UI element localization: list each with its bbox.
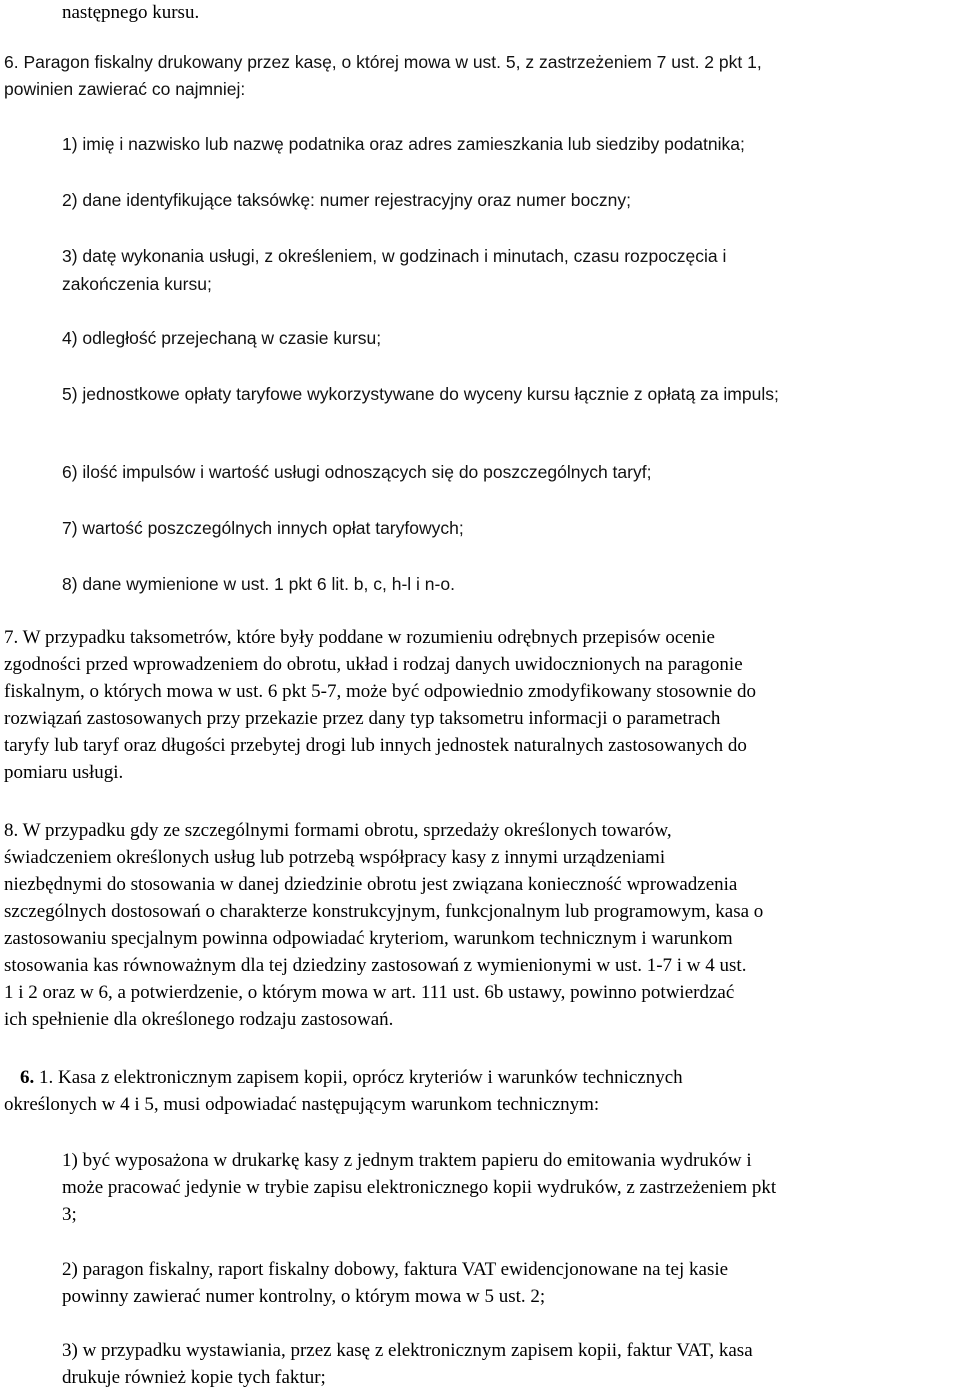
text-line: może pracować jedynie w trybie zapisu elektronicznego kopii wydruków, z zastrzeżeniem pkt	[62, 1177, 777, 1198]
text-line: zakończenia kursu;	[62, 274, 212, 294]
list-item	[62, 1256, 728, 1310]
text-line: 1 i 2 oraz w 6, a potwierdzenie, o którym mowa w art. 111 ust. 6b ustawy, powinno potwierdzać	[4, 982, 735, 1003]
text-line: 1) imię i nazwisko lub nazwę podatnika oraz adres zamieszkania lub siedziby podatnika;	[62, 134, 745, 154]
text-line: 6) ilość impulsów i wartość usługi odnoszących się do poszczególnych taryf;	[62, 462, 652, 482]
text-line: niezbędnymi do stosowania w danej dziedzinie obrotu jest związana konieczność wprowadzenia	[4, 874, 738, 895]
list-item	[62, 1147, 776, 1228]
text-line: pomiaru usługi.	[4, 762, 124, 783]
paragraph-6	[4, 49, 762, 103]
continuation-line	[62, 0, 199, 26]
text-line: zgodności przed wprowadzeniem do obrotu, układ i rodzaj danych uwidocznionych na paragonie	[4, 654, 743, 675]
section-6-paragraph	[4, 1064, 683, 1118]
text-line: 4) odległość przejechaną w czasie kursu;	[62, 328, 382, 348]
list-item	[62, 571, 455, 598]
text-line: drukuje również kopie tych faktur;	[62, 1367, 326, 1388]
text-line: 3;	[62, 1204, 77, 1225]
text-line: określonych w 4 i 5, musi odpowiadać następującym warunkom technicznym:	[4, 1094, 600, 1115]
text-line: rozwiązań zastosowanych przy przekazie przez dany typ taksometru informacji o parametrach	[4, 708, 721, 729]
text-line: powinien zawierać co najmniej:	[4, 79, 246, 99]
text-line: świadczeniem określonych usług lub potrzebą współpracy kasy z innymi urządzeniami	[4, 847, 666, 868]
text-line: 2) paragon fiskalny, raport fiskalny dobowy, faktura VAT ewidencjonowane na tej kasie	[62, 1259, 729, 1280]
paragraph-8	[4, 817, 763, 1033]
text-line: 3) datę wykonania usługi, z określeniem, w godzinach i minutach, czasu rozpoczęcia i	[62, 246, 727, 266]
list-item	[62, 1337, 753, 1391]
text-line: 7. W przypadku taksometrów, które były poddane w rozumieniu odrębnych przepisów ocenie	[4, 627, 715, 648]
text-line: 1) być wyposażona w drukarkę kasy z jednym traktem papieru do emitowania wydruków i	[62, 1150, 752, 1171]
text-line: zastosowaniu specjalnym powinna odpowiadać kryteriom, warunkom technicznym i warunkom	[4, 928, 733, 949]
text-line: 3) w przypadku wystawiania, przez kasę z elektronicznym zapisem kopii, faktur VAT, kasa	[62, 1340, 753, 1361]
list-item	[62, 381, 779, 408]
text-line: powinny zawierać numer kontrolny, o którym mowa w 5 ust. 2;	[62, 1286, 546, 1307]
text-line: 7) wartość poszczególnych innych opłat taryfowych;	[62, 518, 464, 538]
list-item	[62, 515, 464, 542]
section-number: 6.	[20, 1067, 35, 1088]
text-line: ich spełnienie dla określonego rodzaju zastosowań.	[4, 1009, 394, 1030]
text-line: stosowania kas równoważnym dla tej dziedziny zastosowań z wymienionymi w ust. 1-7 i w 4 ust.	[4, 955, 747, 976]
section-text: 1. Kasa z elektronicznym zapisem kopii, oprócz kryteriów i warunków technicznych	[34, 1067, 683, 1088]
text-line: 5) jednostkowe opłaty taryfowe wykorzystywane do wyceny kursu łącznie z opłatą za impuls;	[62, 384, 779, 404]
list-item	[62, 325, 381, 352]
text-line	[4, 1064, 683, 1091]
list-item	[62, 242, 726, 298]
list-item	[62, 131, 745, 158]
text-line: 6. Paragon fiskalny drukowany przez kasę, o której mowa w ust. 5, z zastrzeżeniem 7 ust. 2 pkt 1,	[4, 52, 762, 72]
text-line: 8) dane wymienione w ust. 1 pkt 6 lit. b, c, h-l i n-o.	[62, 574, 455, 594]
text-line: następnego kursu.	[62, 2, 200, 23]
text-line: 2) dane identyfikujące taksówkę: numer rejestracyjny oraz numer boczny;	[62, 190, 632, 210]
text-line: taryfy lub taryf oraz długości przebytej drogi lub innych jednostek naturalnych zastosowanych do	[4, 735, 747, 756]
paragraph-7	[4, 624, 756, 786]
text-line: szczególnych dostosowań o charakterze konstrukcyjnym, funkcjonalnym lub programowym, kasa o	[4, 901, 764, 922]
list-item	[62, 187, 631, 214]
text-line: 8. W przypadku gdy ze szczególnymi formami obrotu, sprzedaży określonych towarów,	[4, 820, 672, 841]
list-item	[62, 459, 651, 486]
text-line: fiskalnym, o których mowa w ust. 6 pkt 5-7, może być odpowiednio zmodyfikowany stosownie do	[4, 681, 756, 702]
